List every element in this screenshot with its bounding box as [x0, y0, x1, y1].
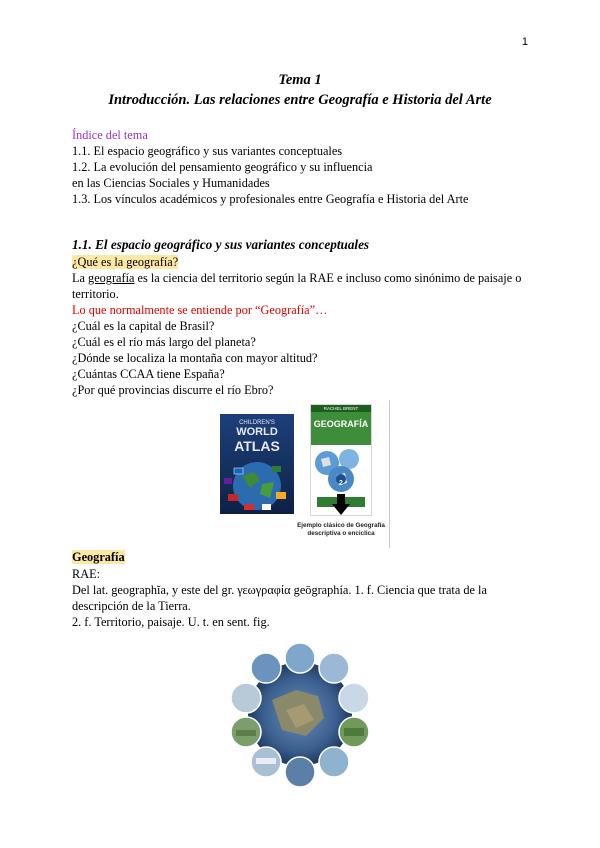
index-item: en las Ciencias Sociales y Humanidades [72, 176, 270, 190]
childrens-world-atlas-image [220, 414, 294, 514]
definition-rest: es la ciencia del territorio según la RAE e incluso como sinónimo de paisaje o territorio. [72, 271, 522, 301]
index-item: 1.1. El espacio geográfico y sus variantes conceptuales [72, 144, 343, 158]
textbook-publisher: RACHEL BRENT [323, 406, 359, 411]
question-highlight: ¿Qué es la geografía? [72, 255, 179, 269]
index-heading: Índice del tema [72, 128, 148, 142]
definition-2: 2. f. Territorio, paisaje. U. t. en sent. fig. [72, 615, 270, 629]
title-subtitle: Introducción. Las relaciones entre Geografía e Historia del Arte [108, 92, 492, 108]
arrow-down-icon [332, 494, 350, 516]
question-heading [72, 255, 178, 270]
question-item: ¿Por qué provincias discurre el río Ebro? [72, 383, 274, 397]
earth-landscapes-collage-image [226, 640, 374, 788]
rae-label: RAE: [72, 567, 101, 581]
atlas-title-line1: CHILDREN'S [239, 420, 275, 426]
index-item: 1.2. La evolución del pensamiento geográfico y su influencia [72, 160, 373, 174]
image-divider [389, 400, 390, 548]
definition-prefix: La [72, 271, 89, 285]
etymology-paragraph: Del lat. geographĭa, y este del gr. γεωγραφία geōgraphía. 1. f. Ciencia que trata de la descripción de la Tierra. [72, 583, 487, 613]
geografia-heading [72, 550, 125, 565]
page-number: 1 [521, 36, 528, 48]
geografia-link[interactable]: geografía [88, 271, 135, 285]
question-item: ¿Dónde se localiza la montaña con mayor altitud? [72, 351, 318, 365]
textbook-title: GEOGRAFÍA [313, 419, 369, 429]
title-tema: Tema 1 [278, 72, 322, 88]
question-item: ¿Cuántas CCAA tiene España? [72, 367, 225, 381]
textbook-number: 2 [339, 480, 343, 487]
question-item: ¿Cuál es el río más largo del planeta? [72, 335, 256, 349]
globe-flags-illustration [220, 454, 294, 514]
atlas-title-line2: WORLD [236, 426, 278, 438]
index-item: 1.3. Los vínculos académicos y profesionales entre Geografía e Historia del Arte [72, 192, 469, 206]
geografia-highlight: Geografía [72, 550, 125, 564]
definition-paragraph [72, 271, 527, 302]
question-item: ¿Cuál es la capital de Brasil? [72, 319, 215, 333]
section-heading: 1.1. El espacio geográfico y sus variantes conceptuales [72, 237, 370, 252]
common-understanding-heading: Lo que normalmente se entiende por “Geografía”… [72, 303, 328, 317]
image-caption: Ejemplo clásico de Geografía descriptiva o enciclica [297, 522, 385, 537]
atlas-title-line3: ATLAS [234, 438, 280, 454]
